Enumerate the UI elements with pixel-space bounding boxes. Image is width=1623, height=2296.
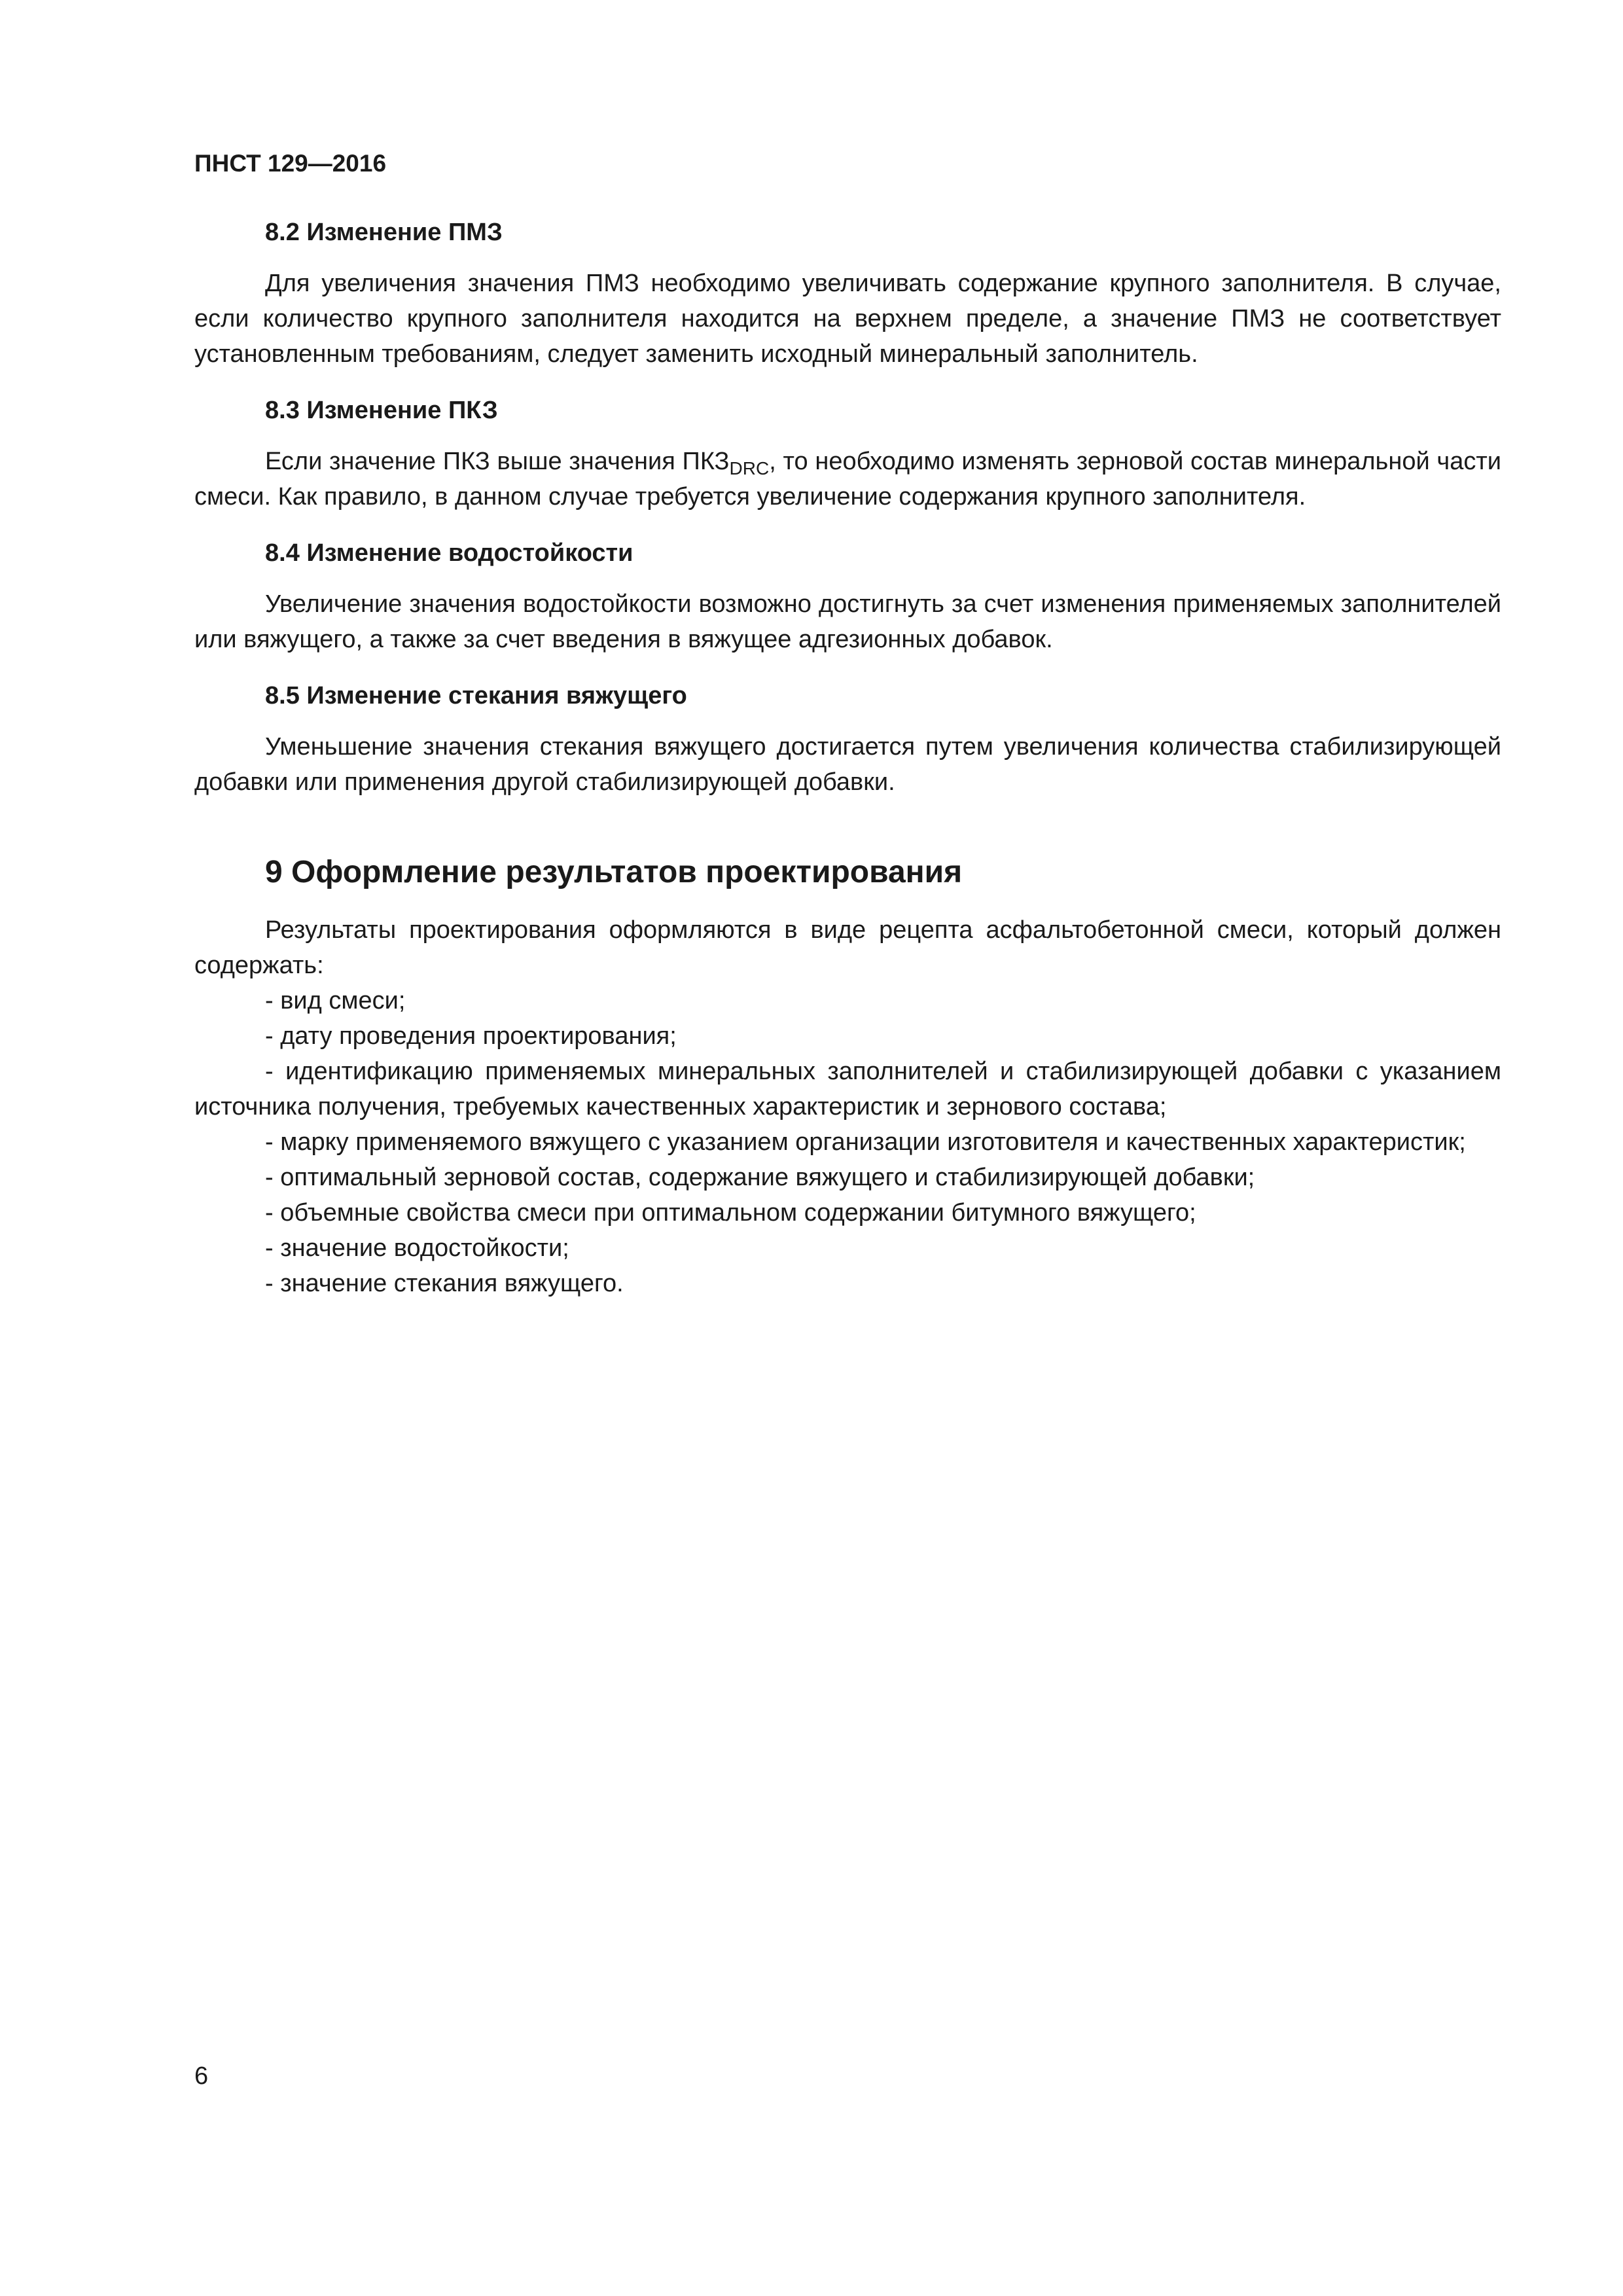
section-8-2-text: Для увеличения значения ПМЗ необходимо увеличивать содержание крупного заполнителя. В случае, если количество крупного заполнителя находится на верхнем пределе, а значение ПМЗ не соответствует установленным требованиям, следует заменить исходный минеральный заполнитель. [194,270,1501,368]
list-item: - значение стекания вяжущего. [265,1270,624,1297]
document-body [194,215,1501,1301]
document-id: ПНСТ 129—2016 [194,150,387,177]
section-8-3-heading: 8.3 Изменение ПКЗ [265,397,498,424]
section-8-3-text-before: Если значение ПКЗ выше значения ПКЗ [265,448,730,475]
page-number: 6 [194,2062,209,2090]
list-item: - оптимальный зерновой состав, содержание вяжущего и стабилизирующей добавки; [265,1164,1255,1191]
section-8-4-text: Увеличение значения водостойкости возможно достигнуть за счет изменения применяемых заполнителей или вяжущего, а также за счет введения в вяжущее адгезионных добавок. [194,590,1501,653]
section-8-4-heading: 8.4 Изменение водостойкости [265,539,633,567]
list-item: - идентификацию применяемых минеральных заполнителей и стабилизирующей добавки с указанием источника получения, требуемых качественных характеристик и зернового состава; [194,1058,1501,1121]
drc-subscript: DRC [729,458,770,478]
list-item: - марку применяемого вяжущего с указанием организации изготовителя и качественных характеристик; [265,1128,1466,1156]
requirements-list [194,983,1501,1301]
list-item: - объемные свойства смеси при оптимальном содержании битумного вяжущего; [265,1199,1196,1227]
section-8-5-heading: 8.5 Изменение стекания вяжущего [265,682,687,709]
section-8-3-text-after: , то необходимо изменять зерновой состав минеральной части смеси. Как правило, в данном случае требуется увеличение содержания крупного заполнителя. [194,448,1501,511]
list-item: - значение водостойкости; [265,1234,569,1262]
section-9-title: 9 Оформление результатов проектирования [265,855,963,889]
section-8-2-heading: 8.2 Изменение ПМЗ [265,219,503,246]
list-item: - дату проведения проектирования; [265,1022,677,1050]
section-8-3-text [194,444,1501,514]
section-8-5-text: Уменьшение значения стекания вяжущего достигается путем увеличения количества стабилизирующей добавки или применения другой стабилизирующей добавки. [194,733,1501,796]
list-item: - вид смеси; [265,987,406,1014]
section-9-intro: Результаты проектирования оформляются в виде рецепта асфальтобетонной смеси, который должен содержать: [194,916,1501,979]
